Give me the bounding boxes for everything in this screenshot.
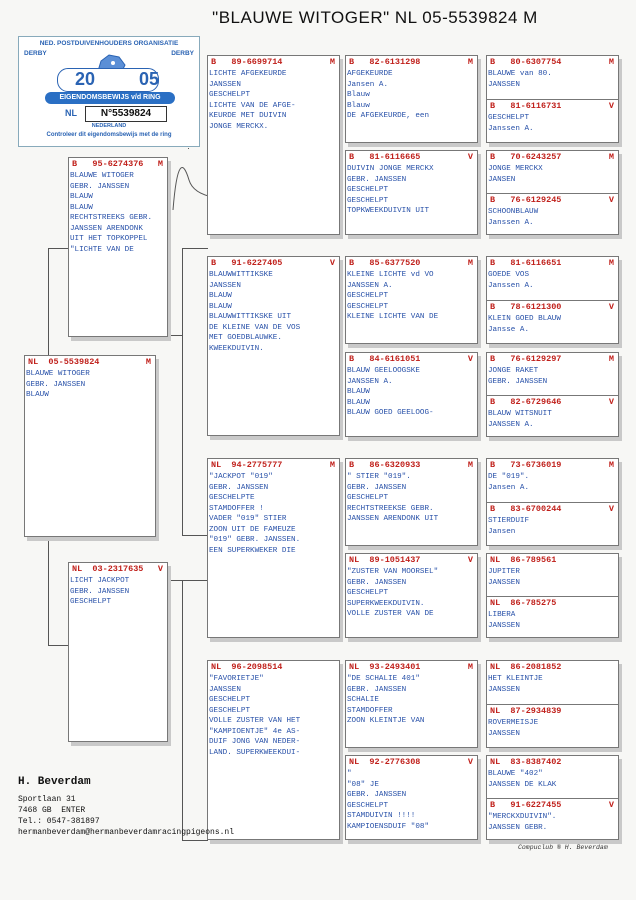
gen5-dam bbox=[487, 704, 618, 748]
owner-address: Sportlaan 31 bbox=[18, 795, 76, 804]
gen5-details: STIERDUIF Jansen bbox=[488, 517, 530, 536]
ring-card-organisation: NED. POSTDUIVENHOUDERS ORGANISATIE bbox=[39, 40, 179, 47]
gen5-ring: B 82-6729646 V bbox=[490, 397, 614, 407]
gen5-details: DE "019". Jansen A. bbox=[488, 473, 530, 492]
gen5-details: JONGE RAKET GEBR. JANSSEN bbox=[488, 367, 548, 386]
gen5-details: GESCHELPT Janssen A. bbox=[488, 114, 534, 133]
tree-line bbox=[182, 535, 208, 536]
gen5-dam bbox=[487, 395, 618, 437]
gen4-details: "DE SCHALIE 401" GEBR. JANSSEN SCHALIE STAMDOFFER ZOON KLEINTJE VAN bbox=[347, 675, 425, 725]
gen4-details: AFGEKEURDE Jansen A. Blauw Blauw DE AFGEKEURDE, een bbox=[347, 70, 430, 120]
gen4-card-dsd bbox=[345, 553, 478, 638]
gen5-ring: NL 86-789561 bbox=[490, 555, 557, 565]
gen5-sire bbox=[487, 554, 618, 596]
gen5-pair-card bbox=[486, 352, 619, 437]
subject-details: BLAUWE WITOGER GEBR. JANSSEN BLAUW bbox=[26, 370, 90, 399]
grandsire-maternal-details: "JACKPOT "019" GEBR. JANSSEN GESCHELPTE STAMDOFFER ! VADER "019" STIER ZOON UIT DE FAMEUZE "019" GEBR. JANSSEN. EEN SUPERKWEKER DIE bbox=[209, 473, 301, 555]
gen5-pair-card bbox=[486, 553, 619, 638]
gen4-card-sdd bbox=[345, 352, 478, 437]
gen4-details: " STIER "019". GEBR. JANSSEN GESCHELPT RECHTSTREEKSE GEBR. JANSSEN ARENDONK UIT bbox=[347, 473, 439, 523]
gen4-ring: NL 93-2493401 M bbox=[349, 662, 473, 672]
gen5-pair-card bbox=[486, 458, 619, 546]
owner-email-link[interactable]: hermanbeverdam@hermanbeverdamracingpigeons.nl bbox=[18, 828, 235, 837]
gen4-details: "ZUSTER VAN MOORSEL" GEBR. JANSSEN GESCHELPT SUPERKWEEKDUIVIN. VOLLE ZUSTER VAN DE bbox=[347, 568, 439, 618]
gen5-pair-card bbox=[486, 660, 619, 748]
gen5-details: GOEDE VOS Janssen A. bbox=[488, 271, 534, 290]
gen5-details: BLAUWE van 80. JANSSEN bbox=[488, 70, 552, 89]
gen5-pair-card bbox=[486, 755, 619, 840]
gen5-sire bbox=[487, 151, 618, 193]
grandsire-paternal-details: LICHTE AFGEKEURDE JANSSEN GESCHELPT LICHTE VAN DE AFGE- KEURDE MET DUIVIN JONGE MERCKX. bbox=[209, 70, 296, 131]
gen5-pair-card bbox=[486, 256, 619, 344]
gen5-sire bbox=[487, 459, 618, 502]
granddam-maternal-ring: NL 96-2098514 bbox=[211, 662, 283, 672]
gen4-card-ssd bbox=[345, 150, 478, 235]
grandsire-paternal-card bbox=[207, 55, 340, 235]
tree-line bbox=[182, 248, 183, 336]
gen4-ring: B 85-6377520 M bbox=[349, 258, 473, 268]
tree-line bbox=[182, 248, 208, 249]
gen5-ring: B 91-6227455 V bbox=[490, 800, 614, 810]
gen5-details: "MERCKXDUIVIN". JANSSEN GEBR. bbox=[488, 813, 557, 832]
gen5-sire bbox=[487, 756, 618, 798]
gen5-ring: NL 86-785275 bbox=[490, 598, 557, 608]
gen4-card-sss bbox=[345, 55, 478, 143]
gen5-details: SCHOONBLAUW Janssen A. bbox=[488, 208, 539, 227]
gen5-ring: B 70-6243257 M bbox=[490, 152, 614, 162]
page-title: "BLAUWE WITOGER" NL 05-5539824 M bbox=[212, 8, 538, 27]
owner-block bbox=[18, 776, 234, 838]
ring-card-country-code: NL bbox=[65, 108, 77, 118]
software-credit: Compuclub ® H. Beverdam bbox=[518, 844, 608, 851]
gen5-pair-card bbox=[486, 55, 619, 143]
gen4-ring: NL 89-1051437 V bbox=[349, 555, 473, 565]
gen4-ring: B 84-6161051 V bbox=[349, 354, 473, 364]
granddam-paternal-ring: B 91-6227405 V bbox=[211, 258, 335, 268]
ring-card-year-right: 05 bbox=[139, 69, 160, 89]
gen4-ring: B 81-6116665 V bbox=[349, 152, 473, 162]
granddam-maternal-details: "FAVORIETJE" JANSSEN GESCHELPT GESCHELPT VOLLE ZUSTER VAN HET "KAMPIOENTJE" 4e AS- DUIF JONG VAN NEDER- LAND. SUPERKWEEKDUI- bbox=[209, 675, 301, 757]
sire-details: BLAUWE WITOGER GEBR. JANSSEN BLAUW BLAUW RECHTSTREEKS GEBR. JANSSEN ARENDONK UIT HET TOPKOPPEL "LICHTE VAN DE bbox=[70, 172, 153, 254]
tree-line bbox=[48, 248, 49, 355]
tree-line bbox=[48, 248, 68, 249]
gen5-ring: B 81-6116731 V bbox=[490, 101, 614, 111]
grandsire-paternal-ring: B 89-6699714 M bbox=[211, 57, 335, 67]
ownership-ring-card bbox=[18, 36, 200, 147]
tree-line bbox=[48, 536, 49, 646]
gen5-details: ROVERMEISJE JANSSEN bbox=[488, 719, 539, 738]
gen4-card-ddd bbox=[345, 755, 478, 840]
gen4-card-dss bbox=[345, 458, 478, 546]
sire-card bbox=[68, 157, 168, 337]
tree-line bbox=[182, 335, 183, 535]
gen5-ring: B 76-6129245 V bbox=[490, 195, 614, 205]
granddam-paternal-card bbox=[207, 256, 340, 436]
gen5-details: JUPITER JANSSEN bbox=[488, 568, 520, 587]
owner-phone: Tel.: 0547-381897 bbox=[18, 817, 100, 826]
ring-card-number: N°5539824 bbox=[85, 106, 167, 122]
gen5-ring: B 81-6116651 M bbox=[490, 258, 614, 268]
gen4-ring: B 82-6131298 M bbox=[349, 57, 473, 67]
ring-card-derby-right: DERBY bbox=[171, 50, 194, 57]
gen4-card-sds bbox=[345, 256, 478, 344]
gen4-card-dds bbox=[345, 660, 478, 748]
gen5-details: BLAUWE "402" JANSSEN DE KLAK bbox=[488, 770, 557, 789]
subject-ring: NL 05-5539824 M bbox=[28, 357, 151, 367]
gen5-dam bbox=[487, 502, 618, 546]
gen5-details: JONGE MERCKX JANSEN bbox=[488, 165, 543, 184]
gen5-dam bbox=[487, 300, 618, 344]
gen5-sire bbox=[487, 257, 618, 300]
grandsire-maternal-ring: NL 94-2775777 M bbox=[211, 460, 335, 470]
ring-card-derby-left: DERBY bbox=[24, 50, 47, 57]
ring-card-control-note: Controleer dit eigendomsbewijs met de ring bbox=[46, 132, 172, 138]
gen5-dam bbox=[487, 99, 618, 143]
gen5-ring: B 73-6736019 M bbox=[490, 460, 614, 470]
gen5-ring: B 83-6700244 V bbox=[490, 504, 614, 514]
gen5-dam bbox=[487, 193, 618, 235]
gen5-ring: B 78-6121300 V bbox=[490, 302, 614, 312]
subject-card bbox=[24, 355, 156, 537]
sire-ring: B 95-6274376 M bbox=[72, 159, 163, 169]
owner-postcode-city: 7468 GB ENTER bbox=[18, 806, 86, 815]
gen4-details: KLEINE LICHTE vd VO JANSSEN A. GESCHELPT GESCHELPT KLEINE LICHTE VAN DE bbox=[347, 271, 439, 321]
gen5-sire bbox=[487, 353, 618, 395]
gen5-pair-card bbox=[486, 150, 619, 235]
gen5-ring: NL 87-2934839 bbox=[490, 706, 562, 716]
tree-line bbox=[182, 840, 208, 841]
gen5-ring: NL 83-8387402 bbox=[490, 757, 562, 767]
dam-ring: NL 03-2317635 V bbox=[72, 564, 163, 574]
gen5-details: BLAUW WITSNUIT JANSSEN A. bbox=[488, 410, 552, 429]
gen5-details: HET KLEINTJE JANSSEN bbox=[488, 675, 543, 694]
gen5-sire bbox=[487, 56, 618, 99]
gen5-details: LIBERA JANSSEN bbox=[488, 611, 520, 630]
tree-line bbox=[168, 580, 208, 581]
gen5-ring: B 80-6307754 M bbox=[490, 57, 614, 67]
gen5-ring: NL 86-2081852 bbox=[490, 662, 562, 672]
ring-card-year-left: 20 bbox=[75, 69, 96, 89]
tree-line bbox=[48, 645, 68, 646]
gen5-ring: B 76-6129297 M bbox=[490, 354, 614, 364]
tree-line bbox=[168, 335, 182, 336]
ring-card-country: NEDERLAND bbox=[91, 123, 127, 129]
owner-name: H. Beverdam bbox=[18, 776, 91, 788]
gen4-details: DUIVIN JONGE MERCKX GEBR. JANSSEN GESCHELPT GESCHELPT TOPKWEEKDUIVIN UIT bbox=[347, 165, 434, 215]
dam-details: LICHT JACKPOT GEBR. JANSSEN GESCHELPT bbox=[70, 577, 130, 606]
gen5-dam bbox=[487, 596, 618, 638]
gen5-details: KLEIN GOED BLAUW Jansse A. bbox=[488, 315, 561, 334]
gen4-details: BLAUW GEELOOGSKE JANSSEN A. BLAUW BLAUW BLAUW GOED GEELOOG- bbox=[347, 367, 434, 417]
granddam-paternal-details: BLAUWWITTIKSKE JANSSEN BLAUW BLAUW BLAUWWITTIKSKE UIT DE KLEINE VAN DE VOS MET GOEDBLAUWKE. KWEEKDUIVIN. bbox=[209, 271, 301, 353]
gen4-details: " "08" JE GEBR. JANSSEN GESCHELPT STAMDUIVIN !!!! KAMPIOENSDUIF "08" bbox=[347, 770, 430, 831]
gen4-ring: NL 92-2776308 V bbox=[349, 757, 473, 767]
gen5-dam bbox=[487, 798, 618, 840]
gen4-ring: B 86-6320933 M bbox=[349, 460, 473, 470]
dam-card bbox=[68, 562, 168, 742]
ring-card-band-text: EIGENDOMSBEWIJS v/d RING bbox=[45, 92, 175, 104]
gen5-sire bbox=[487, 661, 618, 704]
grandsire-maternal-card bbox=[207, 458, 340, 638]
